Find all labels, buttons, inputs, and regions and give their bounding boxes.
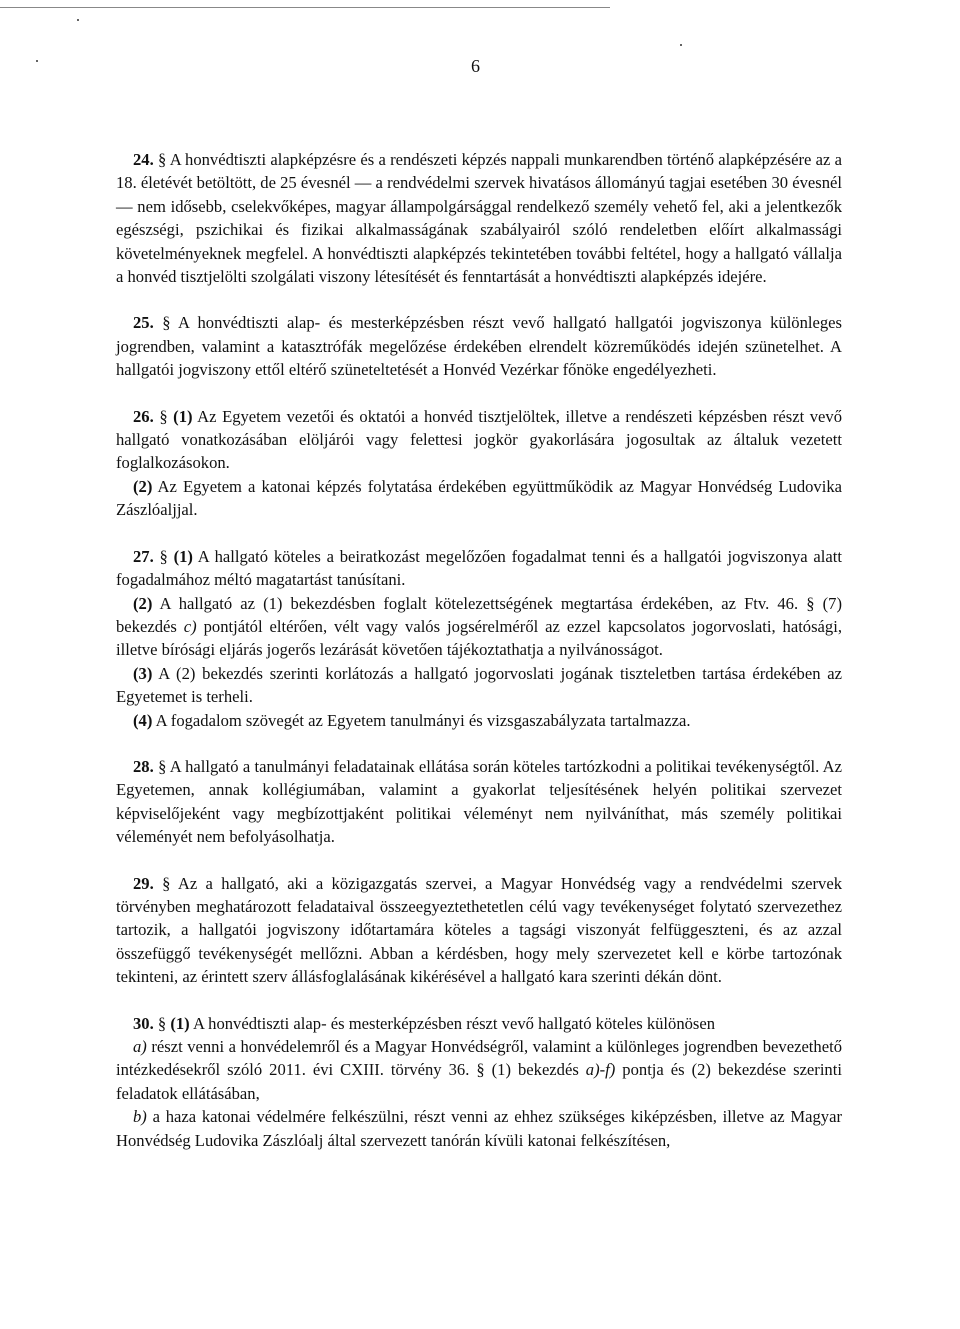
section-29 [116,872,842,989]
section-sign: § [476,1060,485,1080]
point-text: pontja és (2) bekezdése szerinti feladatok ellátásában, [116,1060,842,1103]
paragraph-text: A hallgató az (1) bekezdésben foglalt kötelezettségének megtartása érdekében, az Ftv. 46. [159,593,799,613]
scan-speck [77,19,79,21]
section-sign: § [162,873,171,893]
point-mark: a) [133,1037,147,1056]
paragraph-mark: (1) [170,1013,190,1033]
paragraph-text: (7) bekezdés [116,593,843,636]
document-body [116,148,842,1152]
section-sign: § [162,313,171,333]
section-sign: § [158,150,167,169]
point-text: részt venni a honvédelemről és a Magyar Honvédségről, valamint a különleges jogrendben bevezethető intézkedésekről szóló 2011. évi CXIII. törvény 36. [116,1037,842,1080]
point-reference: a)-f) [585,1060,616,1080]
section-sign: § [158,756,167,776]
scan-speck [36,60,38,62]
section-25 [116,311,842,381]
point-reference: c) [183,616,197,636]
section-sign: § [157,1013,167,1033]
section-sign: § [159,546,168,566]
section-27-paragraph-3 [116,662,842,709]
section-text: A hallgató a tanulmányi feladatainak ellátása során köteles tartózkodni a politikai tevékenységtől. Az Egyetemen, annak kollégiumában, valamint a gyakorlat teljesítésének helyén politikai szervezet képviselőjeként vagy megbízottjaként politikai véleményt nem nyilváníthat, más személy politikai véleményét nem befolyásolhatja. [116,756,842,847]
section-27 [116,545,842,592]
section-text: Az a hallgató, aki a közigazgatás szervei, a Magyar Honvédség vagy a rendvédelmi szervek törvényben meghatározott feladataival összeegyeztethetetlen célú vagy tevékenységet folytató szervezethez tartozik, a hallgatói jogviszony időtartamára köteles a tagsági viszonyát felfüggeszteni, és az azzal összefüggő tevékenységét mellőzni. Abban a kérdésben, hogy mely szervezetet kell e körbe tartozónak tekinteni, az érintett szerv állásfoglalásának kikérésével a hallgató kara szerinti dékán dönt. [116,873,843,987]
section-number: 28. [133,756,154,776]
section-sign: § [159,406,168,426]
point-text: a haza katonai védelmére felkészülni, részt venni az ehhez szükséges kiképzésben, illetve az Magyar Honvédség Ludovika Zászlóalj által szervezett tanórán kívüli katonai felkészítésen, [116,1107,842,1150]
point-mark: b) [133,1107,147,1127]
paragraph-text: A honvédtiszti alap- és mesterképzésben részt vevő hallgató köteles különösen [192,1013,716,1033]
section-number: 30. [133,1013,154,1033]
section-30-point-b [116,1105,842,1152]
section-text: A honvédtiszti alapképzésre és a rendészeti képzés nappali munkarendben történő alapképzésére az a 18. életévét betöltött, de 25 évesnél — a rendvédelmi szervek hivatásos állományú tagjai esetében 30 évesnél — nem idősebb, cselekvőképes, magyar állampolgársággal rendelkező személy vehető fel, aki a jelentkezők egészségi, pszichikai és fizikai alkalmasságának szabályairól szóló rendeletben előírt alkalmassági követelményeknek megfelel. A honvédtiszti alapképzés tekintetében további feltétel, hogy a hallgató vállalja a honvéd tisztjelölti szolgálati viszony létesítését és fenntartását a honvédtiszti alapképzés idejére. [116,150,842,287]
paragraph-mark: (1) [173,546,193,566]
paragraph-mark: (3) [133,663,153,683]
paragraph-mark: (2) [133,593,153,613]
section-number: 25. [133,313,154,333]
page-number: 6 [471,56,480,76]
section-number: 27. [133,546,154,566]
paragraph-text: pontjától eltérően, vélt vagy valós jogsérelméről az ezzel kapcsolatos jogorvoslati, hatósági, illetve bírósági eljárás jogerős lezárását követően tájékoztathatja a nyilvánosságot. [116,616,842,660]
paragraph-text: Az Egyetem a katonai képzés folytatása érdekében együttműködik az Magyar Honvédség Ludovika Zászlóaljjal. [116,476,842,520]
paragraph-mark: (4) [133,710,153,730]
section-27-paragraph-2 [116,592,842,662]
paragraph-text: A fogadalom szövegét az Egyetem tanulmányi és vizsgaszabályzata tartalmazza. [155,710,691,730]
section-27-paragraph-4 [116,709,842,732]
paragraph-mark: (1) [173,406,193,426]
section-number: 24. [133,150,154,169]
paragraph-text: A (2) bekezdés szerinti korlátozás a hallgató jogorvoslati jogának tiszteletben tartása érdekében az Egyetemet is terheli. [116,663,842,707]
section-30-point-a [116,1035,842,1105]
section-24 [116,148,842,288]
section-26 [116,405,842,475]
section-sign: § [806,593,815,613]
point-text: (1) bekezdés [491,1060,579,1080]
scan-speck [680,44,682,46]
top-scan-line [0,7,610,8]
section-number: 29. [133,873,154,893]
paragraph-text: Az Egyetem vezetői és oktatói a honvéd tisztjelöltek, illetve a rendészeti képzésben részt vevő hallgató vonatkozásában elöljárói vagy felettesi jogkör gyakorlására jogosultak az általuk vezetett foglalkozásokon. [116,406,843,473]
section-number: 26. [133,406,154,426]
section-text: A honvédtiszti alap- és mesterképzésben részt vevő hallgató hallgatói jogviszonya különleges jogrendben, valamint a katasztrófák megelőzése érdekében elrendelt közreműködés idején szünetelhet. A hallgatói jogviszony ettől eltérő szüneteltetését a Honvéd Vezérkar főnöke engedélyezheti. [116,313,842,380]
paragraph-text: A hallgató köteles a beiratkozást megelőzően fogadalmat tenni és a hallgatói jogviszonya alatt fogadalmához méltó magatartást tanúsítani. [116,546,842,590]
section-26-paragraph-2 [116,475,842,522]
paragraph-mark: (2) [133,476,153,496]
section-30 [116,1012,842,1035]
section-28 [116,755,842,849]
